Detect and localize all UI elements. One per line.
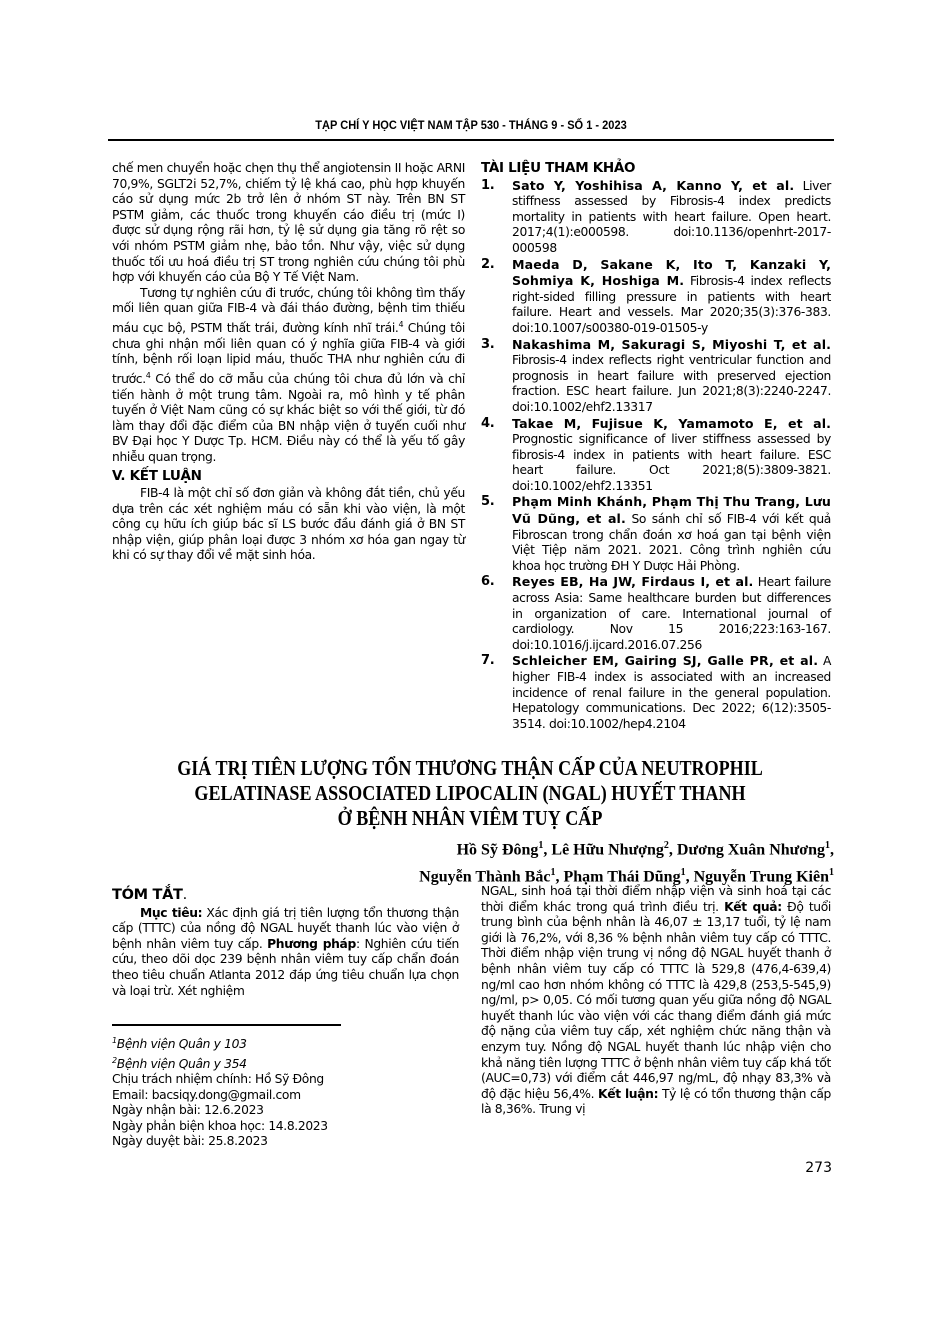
footnote-rule	[112, 1024, 341, 1026]
email: Email: bacsiqy.dong@gmail.com	[112, 1087, 301, 1102]
method-label: Phương pháp	[267, 936, 356, 951]
reference-item	[481, 337, 831, 416]
references-heading: TÀI LIỆU THAM KHẢO	[481, 160, 636, 176]
reference-item	[481, 416, 831, 495]
method-text: : Nghiên cứu tiến cứu, theo dõi dọc 239 bệnh nhân viêm tuy cấp chẩn đoán theo tiêu chuẩn Atlanta 2012 đáp ứng tiêu chuẩn lựa chọn và loại trừ. Xét nghiệm	[112, 936, 459, 998]
method-text-continued: NGAL, sinh hoá tại thời điểm nhập viện và sinh hoá tại các thời điểm khác trong quá trình điều trị.	[481, 884, 831, 914]
author-line	[419, 834, 834, 861]
author-name: Nguyễn Trung Kiên	[693, 868, 829, 886]
affiliation-text: Bệnh viện Quân y 103	[116, 1037, 247, 1052]
reference-authors: Nakashima M, Sakuragi S, Miyoshi T, et al.	[512, 336, 831, 352]
reference-text: Fibrosis-4 index reflects right-sided filling pressure in patients with heart failure. Heart and vessels. Mar 2020;35(3):376-383. doi:10.1007/s00380-019-01505-y	[512, 274, 831, 335]
abstract-heading-dot: .	[182, 887, 187, 903]
affiliation-1	[112, 1033, 457, 1053]
affiliation-mark: 2	[663, 840, 669, 851]
abstract-text-part2	[481, 884, 831, 1118]
page-number: 273	[805, 1160, 832, 1176]
conclusion-paragraph: FIB-4 là một chỉ số đơn giản và không đắt tiền, chủ yếu dựa trên các xét nghiệm máu có sẵn khi vào viện, là một công cụ hữu ích giúp bác sĩ LS bước đầu đánh giá ở BN ST nhập viện, giúp phân loại được 3 nhóm xơ hóa gan ngay từ khi có sự thay đổi về mặt sinh hóa.	[112, 486, 465, 563]
discussion-paragraph-2	[112, 286, 465, 466]
received-date: Ngày nhận bài: 12.6.2023	[112, 1103, 264, 1118]
reference-text: Heart failure across Asia: Same healthcare burden but differences in organization of care. International journal of cardiology. Nov 15 2016;223:163-167. doi:10.1016/j.ijcard.2016.07.256	[512, 575, 831, 652]
discussion-text: Tương tự nghiên cứu đi trước, chúng tôi không tìm thấy mối liên quan giữa FIB-4 và đái tháo đường, bệnh tim thiếu máu cục bộ, PSTM thất trái, đường kính nhĩ trái.	[112, 285, 465, 336]
reference-text: Prognostic significance of liver stiffness assessed by fibrosis-4 index in patients with heart failure. ESC heart failure. Oct 2021;8(5):3809-3821. doi:10.1002/ehf2.13351	[512, 432, 831, 493]
author-name: Dương Xuân Nhương	[676, 841, 825, 859]
affiliation-mark: 1	[829, 867, 834, 879]
title-line: GIÁ TRỊ TIÊN LƯỢNG TỔN THƯƠNG THẬN CẤP CỦA NEUTROPHIL	[177, 756, 763, 780]
corresponding-author: Chịu trách nhiệm chính: Hồ Sỹ Đông	[112, 1072, 324, 1087]
accepted-date: Ngày duyệt bài: 25.8.2023	[112, 1134, 268, 1149]
abstract-heading	[112, 888, 459, 904]
reference-item	[481, 494, 831, 574]
affiliation-mark: 1	[538, 840, 544, 851]
reference-number: 6.	[481, 574, 495, 590]
separator: ,	[543, 841, 552, 859]
review-date: Ngày phản biện khoa học: 14.8.2023	[112, 1118, 328, 1133]
citation-ref: 4	[398, 319, 404, 329]
discussion-text: Chúng tôi chưa ghi nhận mối liên quan có ý nghĩa giữa FIB-4 và giới tính, bệnh rối loạn lipid máu, thuốc THA như nghiên cứu đi trước.	[112, 321, 465, 386]
separator: ,	[685, 868, 694, 886]
abstract-right-column	[481, 884, 831, 1118]
discussion-paragraph-1: chế men chuyển hoặc chẹn thụ thể angiotensin II hoặc ARNI 70,9%, SGLT2i 52,7%, chiếm tỷ lệ khá cao, phù hợp khuyến cáo sử dụng mức 2b trở lên ở nhóm ST này. Trên BN ST PSTM giảm, các thuốc trong khuyến cáo điều trị (mức I) được sử dụng rộng rãi hơn, tỷ lệ sử dụng gia tăng rõ rệt so với nhóm PSTM giảm nhẹ, bảo tồn. Như vậy, việc sử dụng thuốc tối ưu hoá điều trị ST trong nghiên cứu chúng tôi phù hợp với khuyến cáo của Bộ Y Tế Việt Nam.	[112, 161, 465, 285]
affiliation-number: 1	[112, 1036, 117, 1045]
affiliation-mark: 1	[825, 840, 830, 851]
reference-text: So sánh chỉ số FIB-4 với kết quả Fibroscan trong chẩn đoán xơ hoá gan tại bệnh viện Việt Tiệp năm 2021. 2021. Công trình nghiên cứu khoa học trường ĐH Y Dược Hải Phòng.	[512, 512, 831, 573]
footnotes	[112, 1033, 457, 1150]
abstract-text-part1	[112, 906, 459, 1000]
discussion-text: Có thể do cỡ mẫu của chúng tôi chưa đủ lớn và chỉ tiến hành ở một trung tâm. Ngoài ra, mô hình y tế phân tuyến ở Việt Nam cũng có sự khác biệt so với thế giới, từ đó làm thay đổi đặc điểm của BN nhập viện ở tuyến cuối như BV Đại học Y Dược Tp. HCM. Điều này có thể là yếu tố gây nhiễu quan trọng.	[112, 371, 465, 464]
separator: ,	[555, 868, 564, 886]
author-name: Hồ Sỹ Đông	[456, 841, 539, 859]
references-section	[481, 161, 831, 732]
reference-number: 4.	[481, 415, 495, 431]
citation-ref: 4	[145, 370, 151, 380]
affiliation-2	[112, 1053, 457, 1073]
affiliation-number: 2	[112, 1055, 117, 1065]
affiliation-mark: 1	[550, 867, 556, 879]
author-name: Lê Hữu Nhượng	[551, 841, 664, 859]
affiliation-mark: 1	[680, 867, 686, 879]
reference-authors: Schleicher EM, Gairing SJ, Galle PR, et al.	[512, 653, 819, 669]
reference-authors: Sato Y, Yoshihisa A, Kanno Y, et al.	[512, 177, 795, 193]
reference-text: Liver stiffness assessed by Fibrosis-4 index predicts mortality in patients with heart failure. Open heart. 2017;4(1):e000598. doi:10.1136/openhrt-2017-000598	[512, 178, 831, 255]
reference-text: Fibrosis-4 index reflects right ventricular function and prognosis in heart failure with preserved ejection fraction. ESC heart failure. Jun 2021;8(3):2240-2247. doi:10.1002/ehf2.13317	[512, 353, 831, 414]
affiliation-text: Bệnh viện Quân y 354	[116, 1056, 247, 1071]
author-name: Phạm Thái Dũng	[563, 868, 681, 886]
reference-item	[481, 178, 831, 257]
reference-item	[481, 257, 831, 337]
results-text: Độ tuổi trung bình của bệnh nhân là 46,07 ± 13,17 tuổi, tỷ lệ nam giới là 76,2%, với 8,36 % bệnh nhân viêm tuy cấp có TTTC. Thời điểm nhập viện trung vị nồng độ NGAL huyết thanh ở bệnh nhân viêm tuy cấp có TTTC là 529,8 (476,4-639,4) ng/ml cao hơn nhóm không có TTTC là 429,8 (253,5-545,9) ng/ml, p> 0,05. Có mối tương quan yếu giữa nồng độ NGAL huyết thanh lúc vào viện với các thang điểm đánh giá mức độ nặng của viêm tuy cấp, xét nghiệm chức năng thận và enzym tuy. Nồng độ NGAL huyết thanh lúc nhập viện cho khả năng tiên lượng TTTC ở bệnh nhân viêm tuy cấp khá tốt (AUC=0,73) với điểm cắt 446,97 ng/mL, độ nhạy 83,3% và độ đặc hiệu 56,4%.	[481, 899, 831, 1101]
author-list	[419, 834, 834, 889]
reference-authors: Takae M, Fujisue K, Yamamoto E, et al.	[512, 415, 831, 431]
title-line: GELATINASE ASSOCIATED LIPOCALIN (NGAL) HUYẾT THANH	[194, 781, 746, 805]
reference-authors: Phạm Minh Khánh, Phạm Thị Thu Trang, Lưu Vũ Dũng, et al.	[512, 494, 831, 527]
references-list	[481, 178, 831, 733]
article-title	[169, 756, 771, 831]
conclusion-heading: V. KẾT LUẬN	[112, 468, 202, 485]
separator: ,	[668, 841, 677, 859]
left-column-discussion	[112, 161, 465, 564]
reference-number: 1.	[481, 177, 495, 193]
reference-number: 7.	[481, 653, 495, 669]
header-rule	[108, 139, 834, 141]
objective-text: Xác định giá trị tiên lượng tổn thương thận cấp (TTTC) của nồng độ NGAL huyết thanh lúc vào viện ở bệnh nhân viêm tuy cấp.	[112, 905, 459, 951]
author-name: Nguyễn Thành Bắc	[419, 868, 551, 886]
reference-item	[481, 653, 831, 732]
abstract-heading-text: TÓM TẮT	[112, 887, 183, 903]
abstract-left-column	[112, 888, 459, 999]
conclusion-text: Tỷ lệ có tổn thương thận cấp là 8,36%. Trung vị	[481, 1086, 832, 1117]
reference-text: A higher FIB-4 index is associated with an increased incidence of renal failure in the general population. Hepatology communications. Dec 2022; 6(12):3505-3514. doi:10.1002/hep4.2104	[512, 654, 831, 731]
conclusion-label: Kết luận:	[598, 1086, 659, 1101]
results-label: Kết quả:	[724, 899, 782, 914]
reference-number: 3.	[481, 336, 495, 352]
separator: ,	[830, 841, 834, 859]
reference-item	[481, 574, 831, 653]
reference-authors: Reyes EB, Ha JW, Firdaus I, et al.	[512, 574, 754, 590]
objective-label: Mục tiêu:	[140, 905, 203, 920]
reference-number: 5.	[481, 494, 495, 510]
running-head: TẠP CHÍ Y HỌC VIỆT NAM TẬP 530 - THÁNG 9 - SỐ 1 - 2023	[315, 118, 627, 132]
title-line: Ở BỆNH NHÂN VIÊM TUỴ CẤP	[337, 806, 603, 830]
reference-number: 2.	[481, 256, 495, 272]
reference-authors: Maeda D, Sakane K, Ito T, Kanzaki Y, Sohmiya K, Hoshiga M.	[512, 256, 831, 289]
